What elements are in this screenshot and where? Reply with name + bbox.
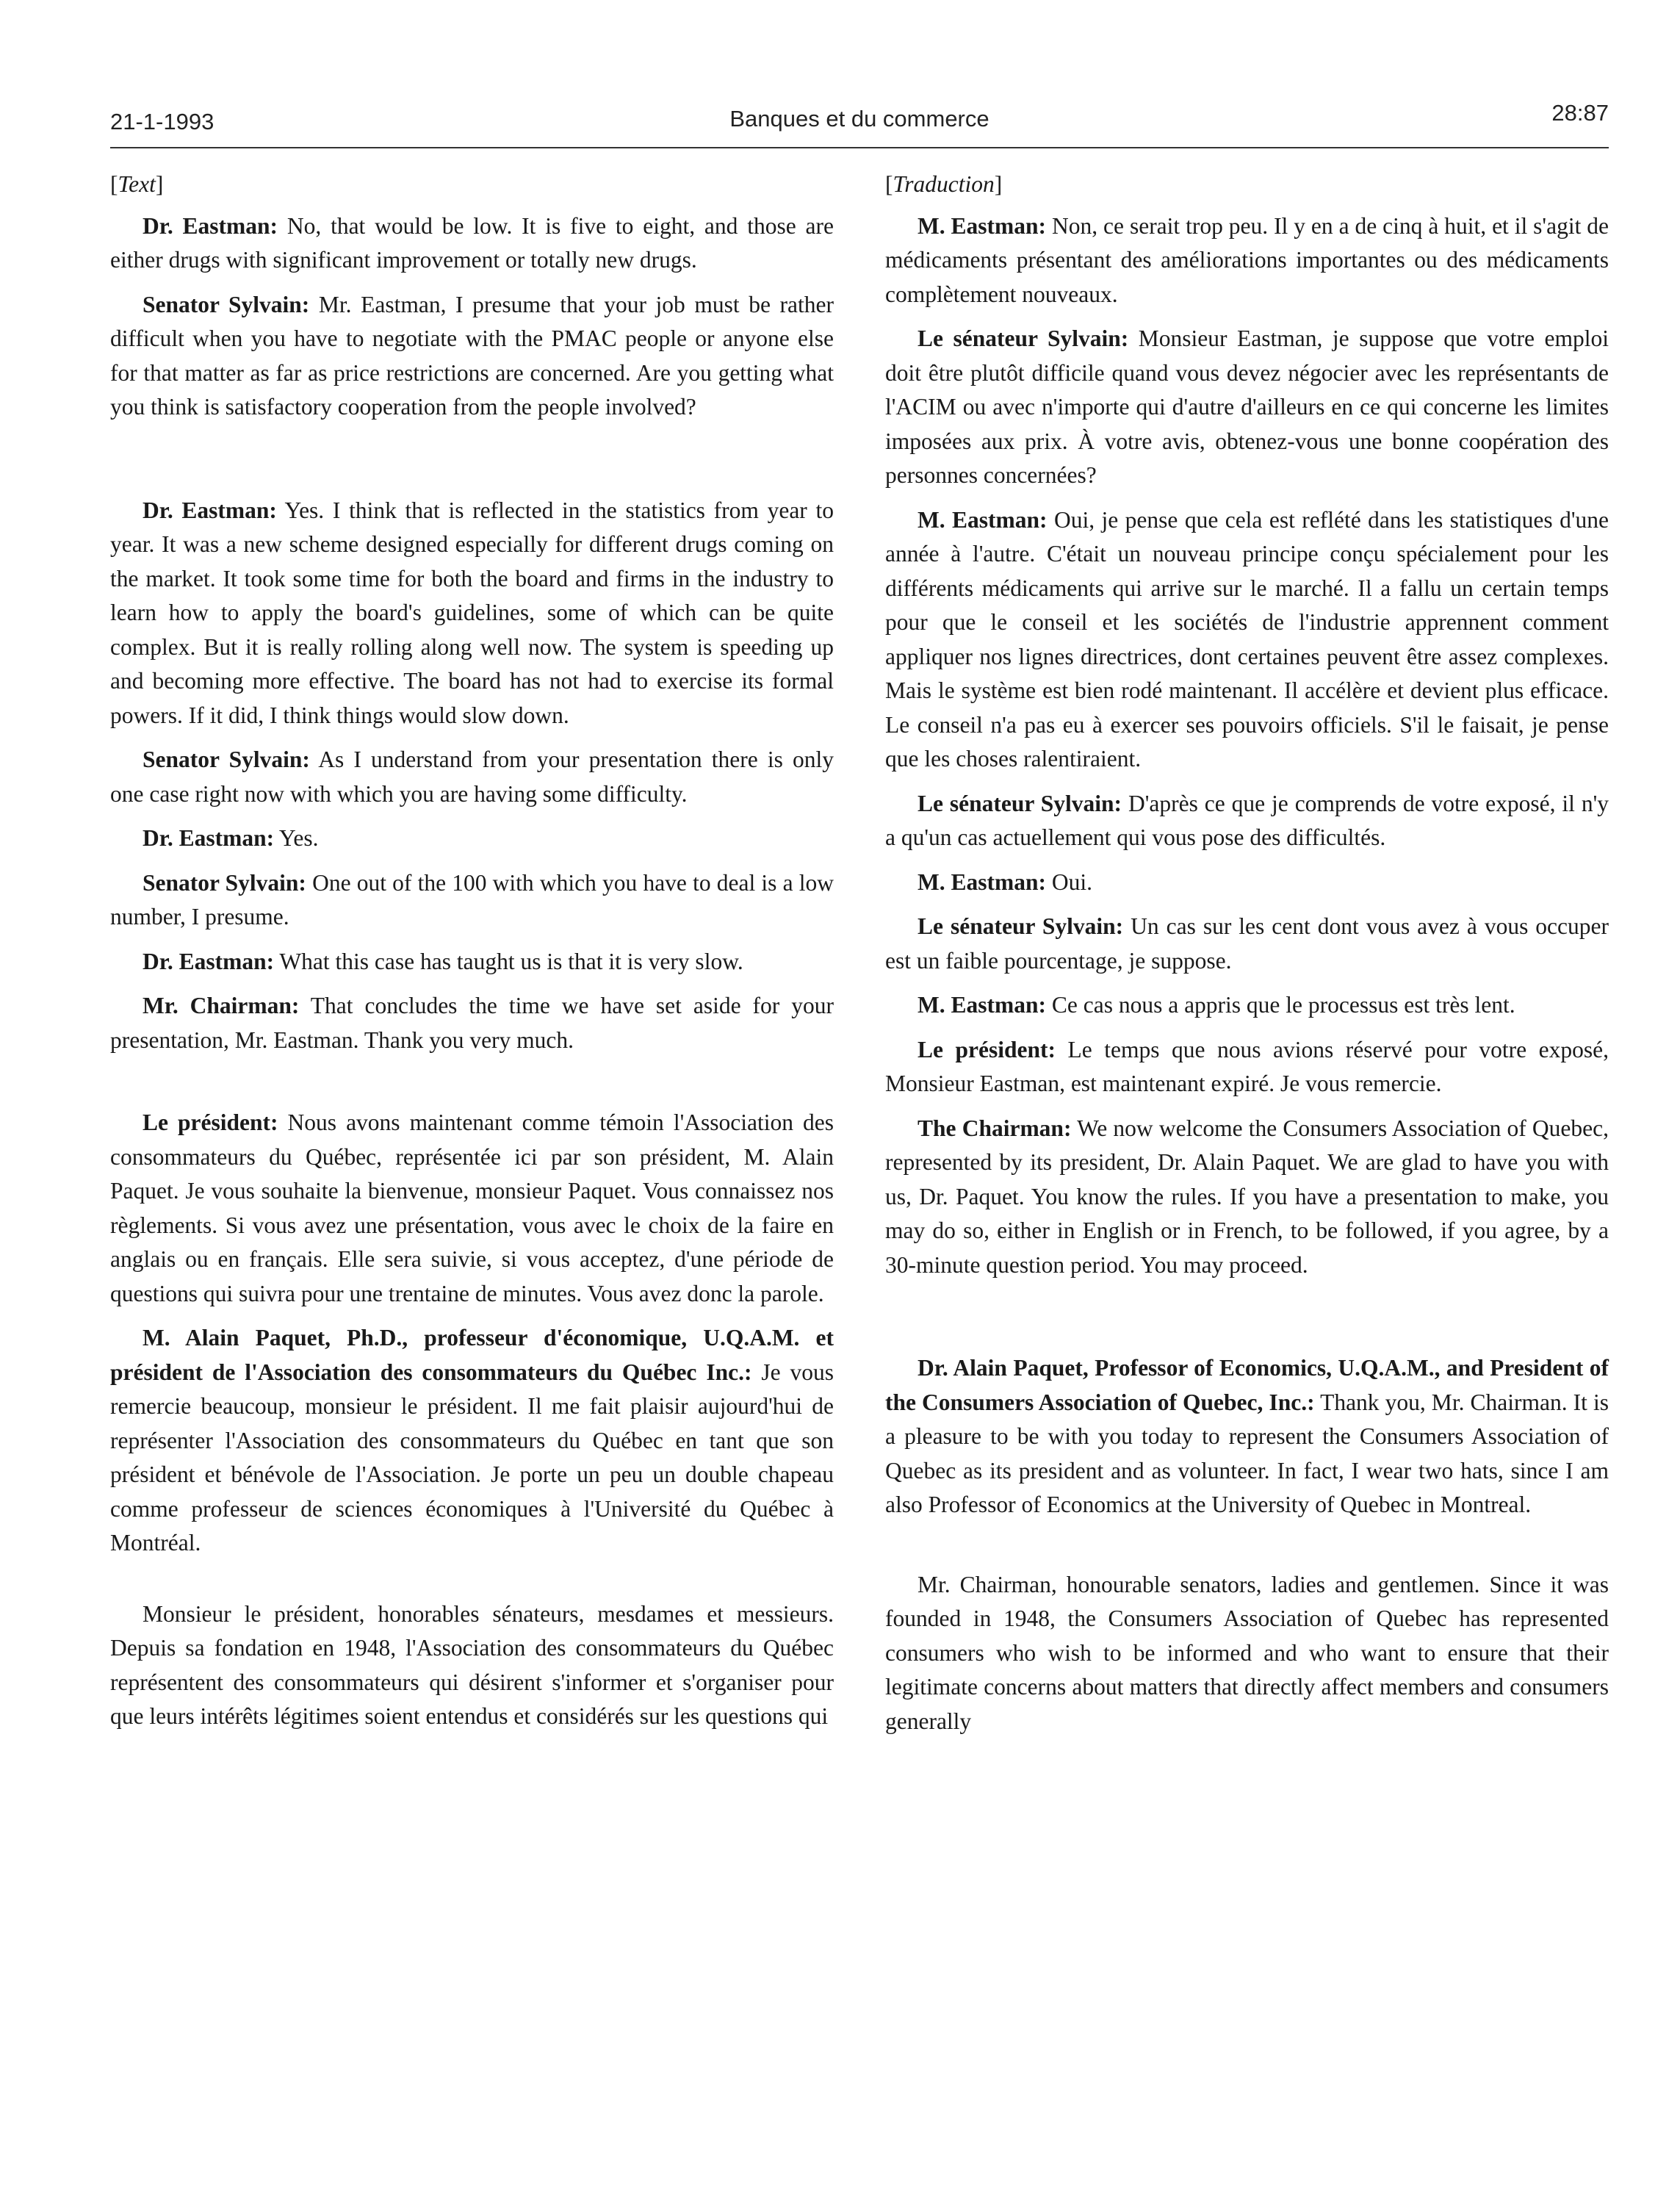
paragraph [885, 503, 1609, 777]
speaker-name: The Chairman: [917, 1115, 1072, 1141]
paragraph [110, 494, 834, 733]
paragraph [885, 1033, 1609, 1101]
paragraph [885, 209, 1609, 312]
paragraph [885, 866, 1609, 900]
speaker-name: Dr. Eastman: [143, 948, 275, 974]
paragraph [110, 1106, 834, 1311]
speech-text: Je vous remercie beaucoup, monsieur le président. Il me fait plaisir aujourd'hui de représenter l'Association des consommateurs du Québec en tant que son président et bénévole de l'Association. Je porte un peu un double chapeau comme professeur de sciences économiques à l'Université du Québec à Montréal. [110, 1359, 834, 1556]
speaker-name: M. Eastman: [917, 992, 1046, 1018]
speech-text: Mr. Eastman, I presume that your job must be rather difficult when you have to negotiate with the PMAC people or anyone else for that matter as far as price restrictions are concerned. Are you getting what you think is satisfactory cooperation from the people involved? [110, 291, 834, 420]
header-rule [110, 147, 1609, 148]
column-label-text: [Text] [110, 171, 164, 197]
speaker-name: Senator Sylvain: [143, 747, 310, 772]
speech-text: Yes. [274, 825, 319, 851]
speech-text: Yes. I think that is reflected in the statistics from year to year. It was a new scheme designed especially for different drugs coming on the market. It took some time for both the board and firms in the industry to learn how to apply the board's guidelines, some of which can be quite complex. But it is really rolling along well now. The system is speeding up and becoming more effective. The board has not had to exercise its formal powers. If it did, I think things would slow down. [110, 497, 834, 728]
speaker-name: M. Eastman: [917, 506, 1048, 533]
header-date: 21-1-1993 [110, 109, 214, 134]
speaker-name: Dr. Eastman: [143, 825, 275, 851]
paragraph [885, 322, 1609, 493]
speaker-name: Le sénateur Sylvain: [917, 790, 1122, 816]
paragraph [110, 743, 834, 811]
speech-text: No, that would be low. It is five to eight, and those are either drugs with significant improvement or totally new drugs. [110, 212, 834, 273]
speech-text: That concludes the time we have set aside for your presentation, Mr. Eastman. Thank you very much. [110, 993, 834, 1053]
paragraph [110, 1597, 834, 1734]
speech-text: Thank you, Mr. Chairman. It is a pleasure to be with you today to represent the Consumers Association of Quebec as its president and as volunteer. In fact, I wear two hats, since I am also Professor of Economics at the University of Quebec in Montreal. [885, 1389, 1609, 1517]
speech-text: Le temps que nous avions réservé pour votre exposé, Monsieur Eastman, est maintenant expiré. Je vous remercie. [885, 1036, 1609, 1096]
speaker-name: Senator Sylvain: [143, 869, 306, 896]
speech-text: Monsieur Eastman, je suppose que votre emploi doit être plutôt difficile quand vous devez négocier avec les représentants de l'ACIM ou avec n'importe qui d'autre d'ailleurs en ce qui concerne les limites imposées aux prix. À votre avis, obtenez-vous une bonne coopération des personnes concernées? [885, 326, 1609, 488]
speech-text: Nous avons maintenant comme témoin l'Association des consommateurs du Québec, représentée ici par son président, M. Alain Paquet. Je vous souhaite la bienvenue, monsieur Paquet. Vous connaissez nos règlements. Si vous avez une présentation, vous avec le choix de la faire en anglais ou en français. Elle sera suivie, si vous acceptez, d'une période de questions qui suivra pour une trentaine de minutes. Vous avez donc la parole. [110, 1110, 834, 1306]
speaker-name: M. Eastman: [917, 869, 1046, 895]
paragraph [885, 1351, 1609, 1522]
speech-text: One out of the 100 with which you have to deal is a low number, I presume. [110, 869, 834, 929]
running-header [110, 100, 1609, 144]
document-page [110, 0, 1609, 2208]
paragraph [885, 910, 1609, 978]
left-column [110, 168, 834, 1744]
speech-text: Un cas sur les cent dont vous avez à vous occuper est un faible pourcentage, je suppose. [885, 913, 1609, 974]
speech-text: Mr. Chairman, honourable senators, ladies and gentlemen. Since it was founded in 1948, the Consumers Association of Quebec has represented consumers who wish to be informed and who want to ensure that their legitimate concerns about matters that directly affect members and consumers generally [885, 1571, 1609, 1734]
speaker-name: Senator Sylvain: [143, 291, 310, 317]
speech-text: Oui, je pense que cela est reflété dans les statistiques d'une année à l'autre. C'était un nouveau principe conçu spécialement pour les différents médicaments qui arrive sur le marché. Il a fallu un certain temps pour que le conseil et les sociétés de l'industrie apprennent comment appliquer nos lignes directrices, dont certaines peuvent être assez complexes. Mais le système est bien rodé maintenant. Il accélère et devient plus efficace. Le conseil n'a pas eu à exercer ses pouvoirs officiels. S'il le faisait, je pense que les choses ralentiraient. [885, 506, 1609, 772]
speaker-name: Le président: [917, 1036, 1056, 1062]
paragraph [110, 945, 834, 979]
speaker-name: M. Eastman: [917, 212, 1047, 239]
paragraph [885, 787, 1609, 855]
paragraph [885, 988, 1609, 1023]
speaker-name: Dr. Eastman: [143, 497, 277, 523]
speech-text: Ce cas nous a appris que le processus est très lent. [1046, 992, 1515, 1018]
paragraph [110, 209, 834, 278]
paragraph [110, 821, 834, 856]
speaker-name: M. Alain Paquet, Ph.D., professeur d'économique, U.Q.A.M. et président de l'Association des consommateurs du Québec Inc.: [110, 1325, 834, 1385]
speech-text: Non, ce serait trop peu. Il y en a de cinq à huit, et il s'agit de médicaments présentant des améliorations importantes ou des médicaments complètement nouveaux. [885, 212, 1609, 307]
paragraph [110, 1321, 834, 1561]
right-column [885, 168, 1609, 1749]
speech-text: Monsieur le président, honorables sénateurs, mesdames et messieurs. Depuis sa fondation en 1948, l'Association des consommateurs du Québec représentent des consommateurs qui désirent s'informer et s'organiser pour que leurs intérêts légitimes soient entendus et considérés sur les questions qui [110, 1600, 834, 1729]
speech-text: As I understand from your presentation there is only one case right now with which you are having some difficulty. [110, 747, 834, 807]
speech-text: We now welcome the Consumers Association of Quebec, represented by its president, Dr. Alain Paquet. We are glad to have you with us, Dr. Paquet. You know the rules. If you have a presentation to make, you may do so, either in English or in French, to be followed, if you agree, by a 30-minute question period. You may proceed. [885, 1115, 1609, 1278]
paragraph [110, 866, 834, 935]
paragraph [110, 989, 834, 1057]
header-page-number: 28:87 [1551, 100, 1609, 126]
speech-text: Oui. [1046, 869, 1092, 895]
speech-text: What this case has taught us is that it is very slow. [274, 948, 743, 974]
paragraph [885, 1568, 1609, 1739]
paragraph [885, 1112, 1609, 1283]
header-title: Banques et du commerce [729, 106, 989, 132]
paragraph [110, 288, 834, 425]
speech-text: D'après ce que je comprends de votre exposé, il n'y a qu'un cas actuellement qui vous pose des difficultés. [885, 790, 1609, 850]
speaker-name: Le sénateur Sylvain: [917, 913, 1124, 939]
column-label-traduction: [Traduction] [885, 171, 1003, 197]
speaker-name: Mr. Chairman: [143, 993, 300, 1018]
speaker-name: Le sénateur Sylvain: [917, 326, 1129, 351]
speaker-name: Dr. Alain Paquet, Professor of Economics, U.Q.A.M., and President of the Consumers Association of Quebec, Inc.: [885, 1355, 1609, 1415]
speaker-name: Le président: [143, 1110, 278, 1135]
speaker-name: Dr. Eastman: [143, 212, 278, 239]
